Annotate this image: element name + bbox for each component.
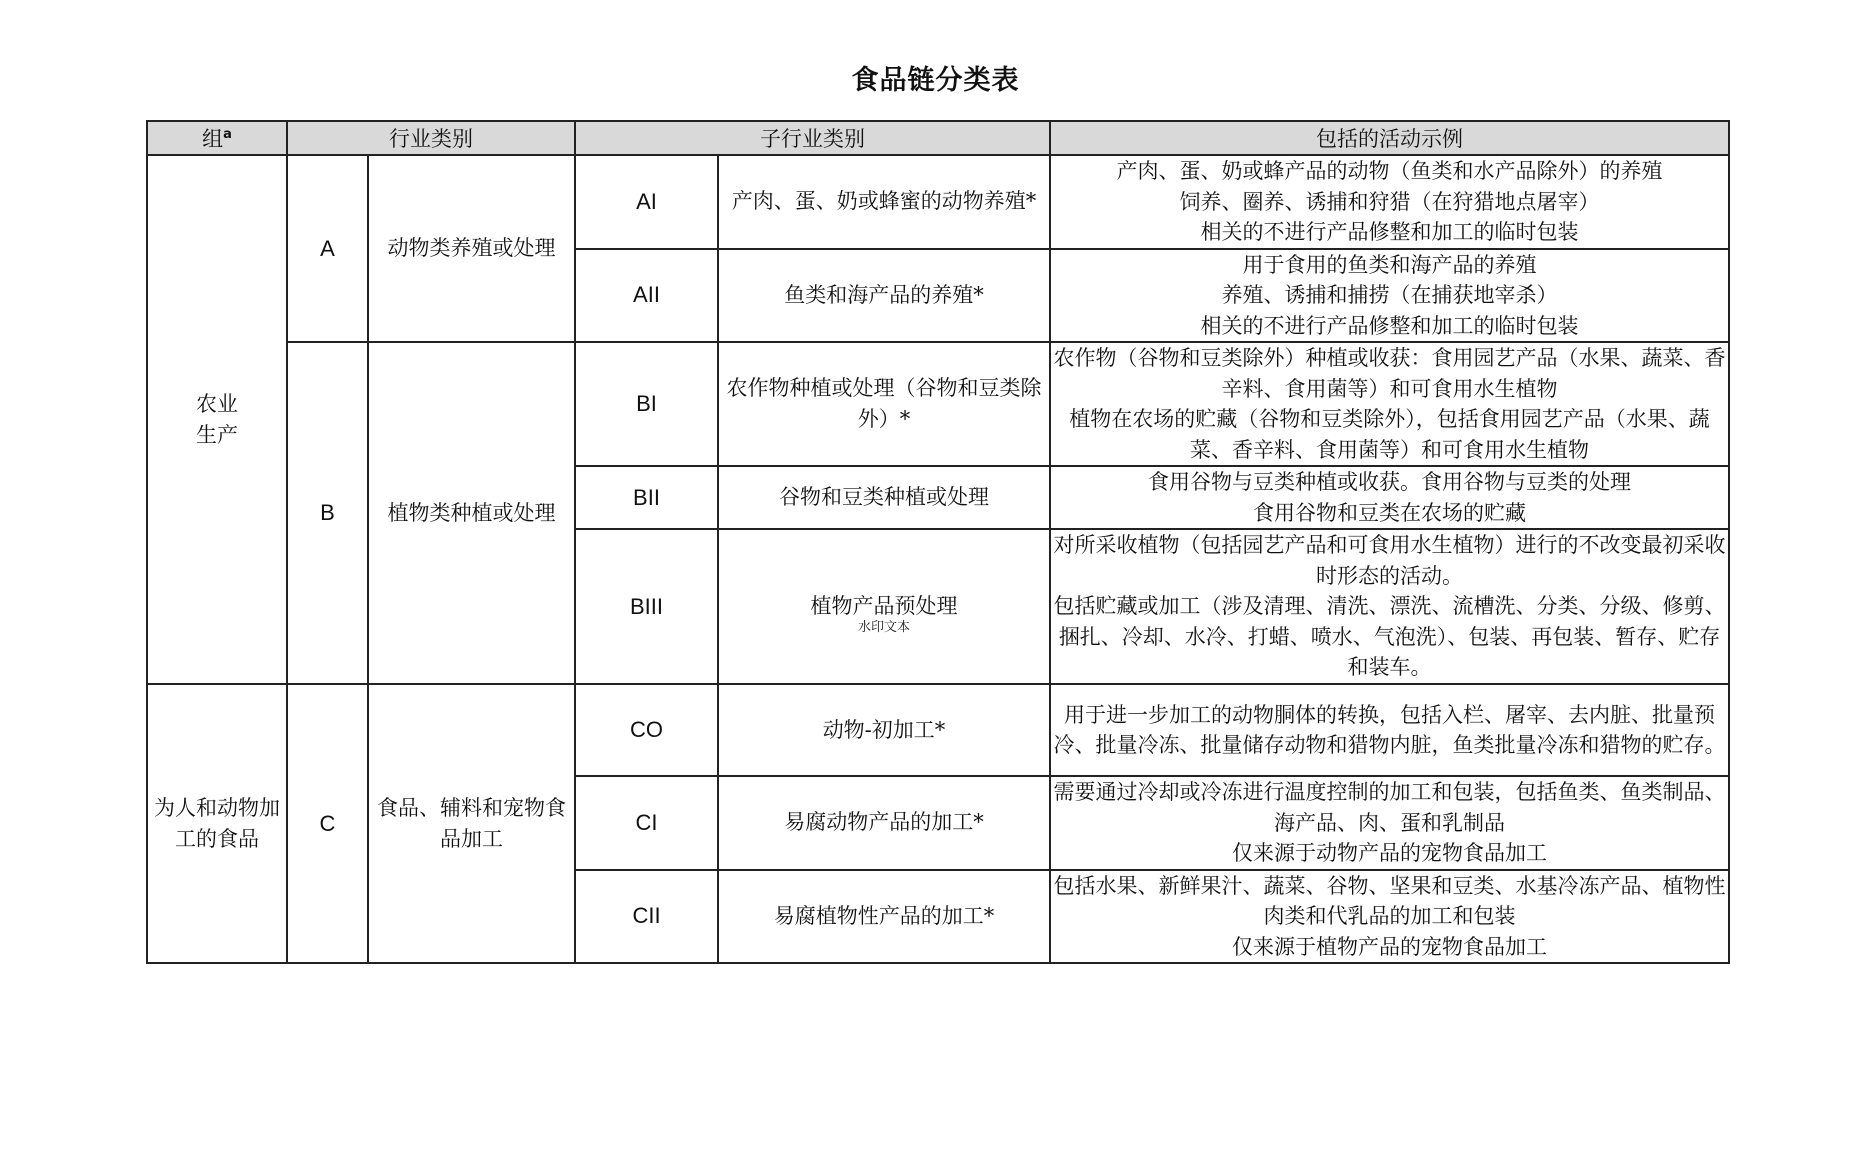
sub-code-bii: BII xyxy=(575,466,718,529)
example-line: 农作物（谷物和豆类除外）种植或收获：食用园艺产品（水果、蔬菜、香辛料、食用菌等）和可食用水生植物 xyxy=(1053,346,1726,401)
industry-name-b: 植物类种植或处理 xyxy=(368,342,575,684)
sub-name-aii: 鱼类和海产品的养殖* xyxy=(718,249,1050,343)
examples-ci xyxy=(1050,776,1729,870)
examples-cii xyxy=(1050,870,1729,964)
examples-biii xyxy=(1050,529,1729,684)
page-title: 食品链分类表 xyxy=(851,65,1020,96)
food-chain-table xyxy=(146,120,1730,964)
group-cell-processing: 为人和动物加工的食品 xyxy=(147,684,287,963)
watermark-text: 水印文本 xyxy=(857,620,910,635)
sub-code-ai: AI xyxy=(575,155,718,249)
industry-code-a: A xyxy=(287,155,368,342)
sub-code-aii: AII xyxy=(575,249,718,343)
sub-name-bii: 谷物和豆类种植或处理 xyxy=(718,466,1050,529)
example-line: 食用谷物与豆类种植或收获。食用谷物与豆类的处理 xyxy=(1148,470,1631,494)
sub-name-cii: 易腐植物性产品的加工* xyxy=(718,870,1050,964)
table-header-row xyxy=(147,121,1729,155)
sub-code-co: CO xyxy=(575,684,718,776)
example-line: 产肉、蛋、奶或蜂产品的动物（鱼类和水产品除外）的养殖 xyxy=(1116,159,1663,183)
example-line: 仅来源于动物产品的宠物食品加工 xyxy=(1232,841,1547,865)
sub-name-co: 动物-初加工* xyxy=(718,684,1050,776)
example-line: 饲养、圈养、诱捕和狩猎（在狩猎地点屠宰） xyxy=(1179,189,1600,214)
examples-bii xyxy=(1050,466,1729,529)
example-line: 包括贮藏或加工（涉及清理、清洗、漂洗、流槽洗、分类、分级、修剪、捆扎、冷却、水冷、打蜡、喷水、气泡洗）、包装、再包装、暂存、贮存和装车。 xyxy=(1053,594,1726,680)
industry-name-a: 动物类养殖或处理 xyxy=(368,155,575,342)
header-industry: 行业类别 xyxy=(287,121,575,155)
industry-name-c: 食品、辅料和宠物食品加工 xyxy=(368,684,575,963)
example-line: 用于食用的鱼类和海产品的养殖 xyxy=(1242,252,1537,277)
example-line: 食用谷物和豆类在农场的贮藏 xyxy=(1253,500,1526,525)
industry-code-b: B xyxy=(287,342,368,684)
header-sub-industry: 子行业类别 xyxy=(575,121,1050,155)
header-examples: 包括的活动示例 xyxy=(1050,121,1729,155)
sub-name-biii-label: 植物产品预处理 xyxy=(810,594,958,618)
example-line: 需要通过冷却或冷冻进行温度控制的加工和包装，包括鱼类、鱼类制品、海产品、肉、蛋和乳制品 xyxy=(1053,780,1726,835)
header-group: 组$^a$ xyxy=(147,121,287,155)
table-row xyxy=(147,155,1729,249)
table-row xyxy=(147,342,1729,466)
example-line: 对所采收植物（包括园艺产品和可食用水生植物）进行的不改变最初采收时形态的活动。 xyxy=(1053,533,1726,588)
sub-code-cii: CII xyxy=(575,870,718,964)
sub-code-biii: BIII xyxy=(575,529,718,684)
example-line: 包括水果、新鲜果汁、蔬菜、谷物、坚果和豆类、水基冷冻产品、植物性肉类和代乳品的加工和包装 xyxy=(1053,873,1726,928)
examples-aii xyxy=(1050,249,1729,343)
examples-ai xyxy=(1050,155,1729,249)
sub-name-ai: 产肉、蛋、奶或蜂蜜的动物养殖* xyxy=(718,155,1050,249)
example-line: 用于进一步加工的动物胴体的转换，包括入栏、屠宰、去内脏、批量预冷、批量冷冻、批量储存动物和猎物内脏，鱼类批量冷冻和猎物的贮存。 xyxy=(1053,702,1726,757)
sub-name-bi: 农作物种植或处理（谷物和豆类除外）* xyxy=(718,342,1050,466)
sub-name-ci: 易腐动物产品的加工* xyxy=(718,776,1050,870)
examples-co xyxy=(1050,684,1729,776)
sub-name-biii xyxy=(718,529,1050,684)
example-line: 相关的不进行产品修整和加工的临时包装 xyxy=(1200,220,1579,244)
sub-code-ci: CI xyxy=(575,776,718,870)
table-row xyxy=(147,684,1729,776)
example-line: 植物在农场的贮藏（谷物和豆类除外），包括食用园艺产品（水果、蔬菜、香辛料、食用菌等）和可食用水生植物 xyxy=(1069,407,1710,462)
industry-code-c: C xyxy=(287,684,368,963)
example-line: 相关的不进行产品修整和加工的临时包装 xyxy=(1200,313,1579,338)
example-line: 养殖、诱捕和捕捞（在捕获地宰杀） xyxy=(1221,283,1558,307)
header-group-superscript: a xyxy=(223,127,232,142)
group-cell-agriculture: 农业 生产 xyxy=(147,155,287,684)
example-line: 仅来源于植物产品的宠物食品加工 xyxy=(1232,934,1547,959)
examples-bi xyxy=(1050,342,1729,466)
sub-code-bi: BI xyxy=(575,342,718,466)
